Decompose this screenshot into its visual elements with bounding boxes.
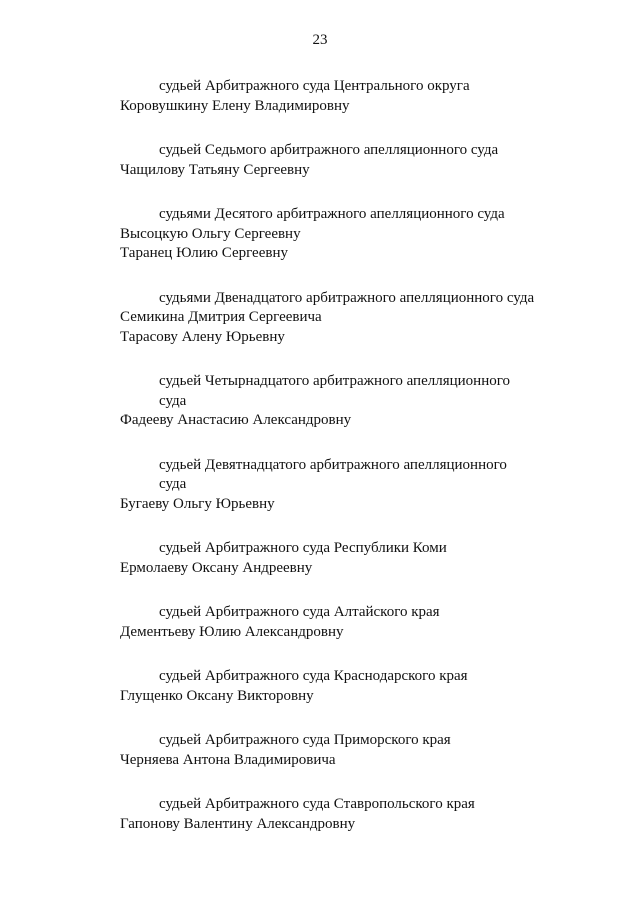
judge-name: Гапонову Валентину Александровну [120, 815, 356, 832]
court-line: суда [159, 476, 187, 492]
judge-name: Чащилову Татьяну Сергеевну [120, 161, 310, 178]
appointment-entry [120, 731, 580, 770]
judge-name: Семикина Дмитрия Сергеевича [120, 309, 322, 325]
judge-name: Тарасову Алену Юрьевну [120, 328, 285, 345]
judge-name: Глущенко Оксану Викторовну [120, 687, 314, 704]
court-line: судьей Арбитражного суда Республики Коми [159, 540, 447, 556]
court-line: судьей Седьмого арбитражного апелляционного суда [159, 142, 499, 158]
judge-name: Коровушкину Елену Владимировну [120, 97, 350, 114]
court-line: судьями Двенадцатого арбитражного апелляционного суда [159, 289, 535, 306]
court-line: суда [159, 392, 187, 409]
appointment-list [120, 77, 580, 859]
appointment-entry [120, 205, 580, 264]
appointment-entry [120, 372, 580, 431]
court-line: судьями Десятого арбитражного апелляционного суда [159, 206, 505, 222]
court-line: судьей Арбитражного суда Краснодарского края [159, 668, 468, 684]
judge-name: Высоцкую Ольгу Сергеевну [120, 225, 301, 242]
appointment-entry [120, 141, 580, 180]
appointment-entry [120, 603, 580, 642]
court-line: судьей Арбитражного суда Центрального округа [159, 78, 470, 94]
appointment-entry [120, 539, 580, 578]
appointment-entry [120, 289, 580, 348]
court-line: судьей Четырнадцатого арбитражного апелляционного [159, 373, 510, 389]
court-line: судьей Арбитражного суда Алтайского края [159, 604, 440, 620]
judge-name: Бугаеву Ольгу Юрьевну [120, 495, 275, 512]
page-number: 23 [312, 32, 328, 48]
judge-name: Черняева Антона Владимировича [120, 751, 336, 768]
court-line: судьей Арбитражного суда Приморского края [159, 732, 451, 748]
appointment-entry [120, 456, 580, 515]
appointment-entry [120, 795, 580, 834]
court-line: судьей Арбитражного суда Ставропольского края [159, 796, 475, 812]
judge-name: Таранец Юлию Сергеевну [120, 245, 288, 261]
appointment-entry [120, 667, 580, 706]
appointment-entry [120, 77, 580, 116]
judge-name: Ермолаеву Оксану Андреевну [120, 559, 313, 576]
judge-name: Фадееву Анастасию Александровну [120, 412, 352, 428]
court-line: судьей Девятнадцатого арбитражного апелляционного [159, 456, 507, 473]
judge-name: Дементьеву Юлию Александровну [120, 623, 344, 640]
